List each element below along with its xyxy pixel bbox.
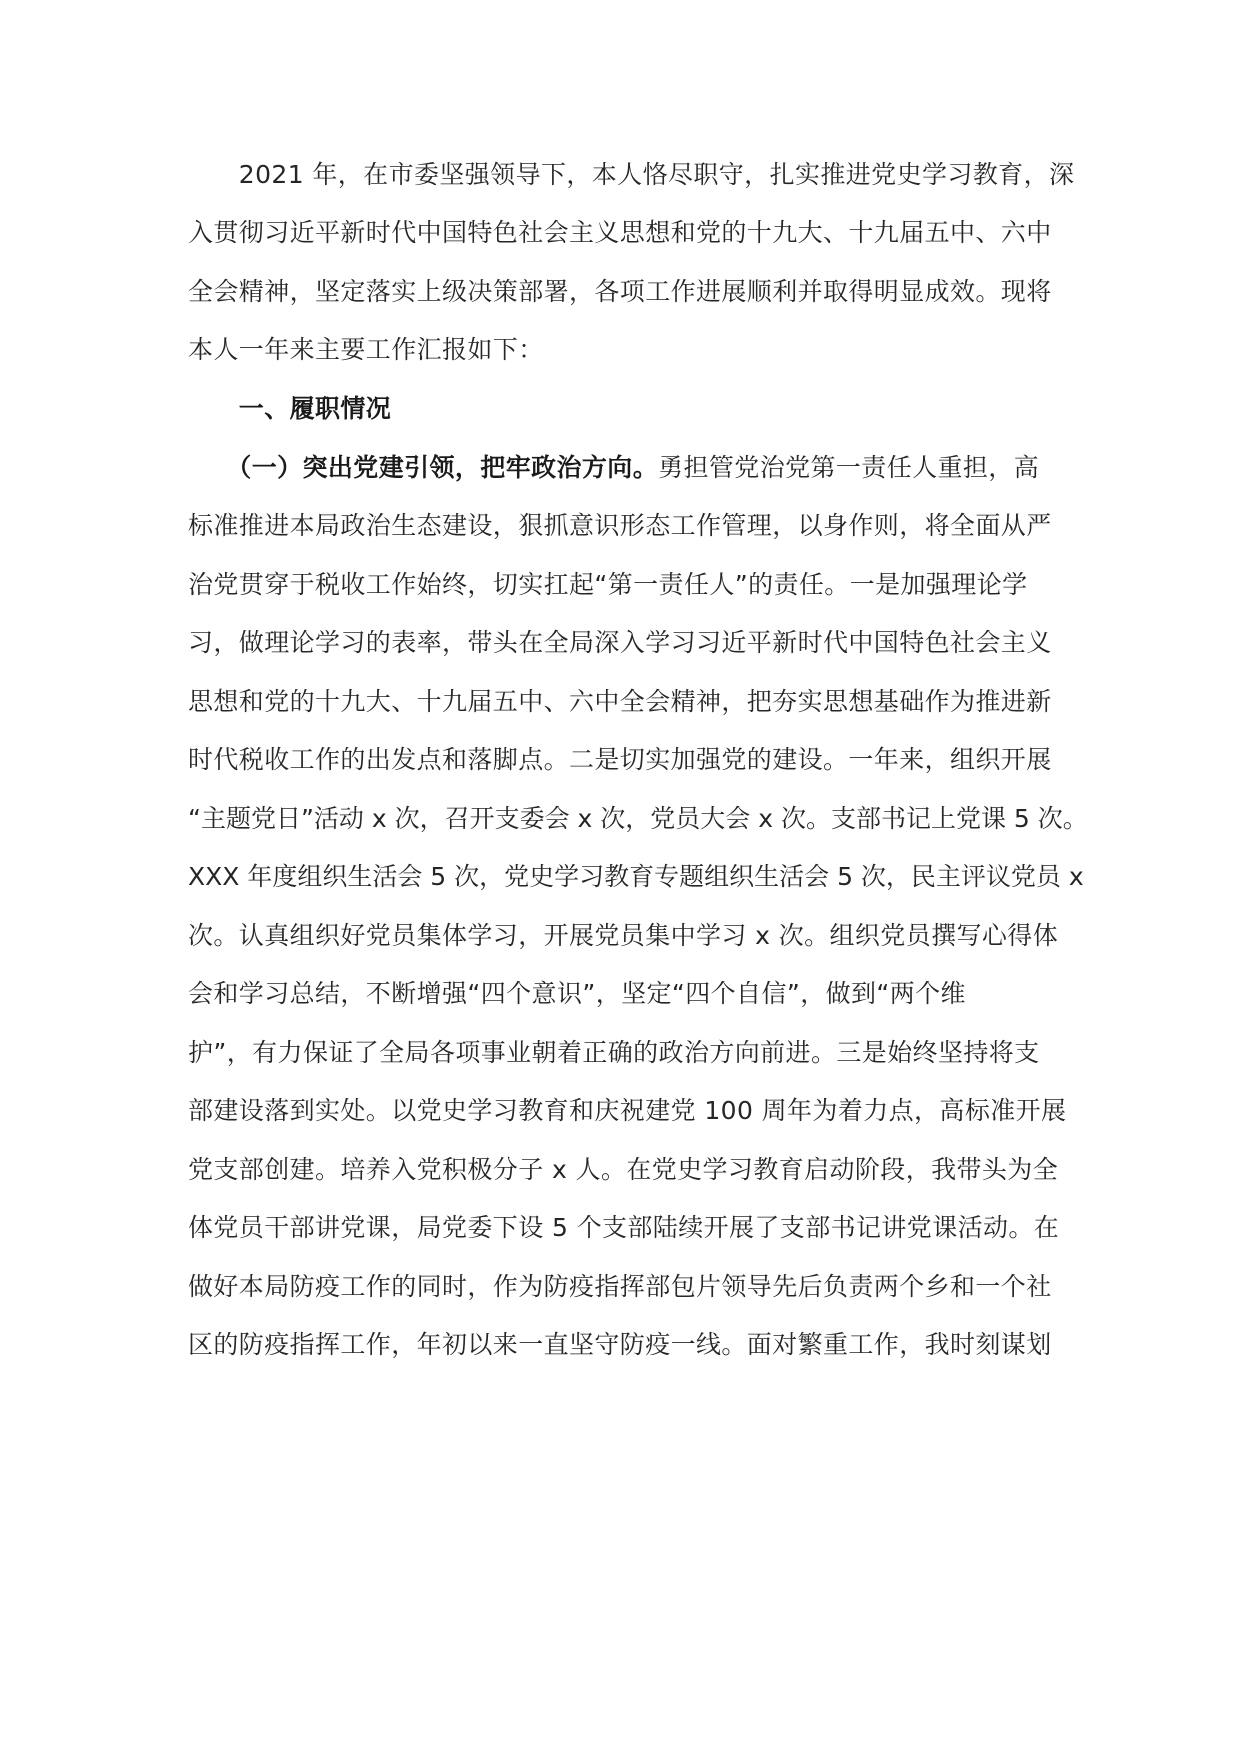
paragraph-line: 部建设落到实处。以党史学习教育和庆祝建党 100 周年为着力点，高标准开展 [188,1096,1067,1125]
paragraph-line: “主题党日”活动 x 次，召开支委会 x 次，党员大会 x 次。支部书记上党课 5 次。 [188,804,1088,833]
paragraph-line: 区的防疫指挥工作，年初以来一直坚守防疫一线。面对繁重工作，我时刻谋划 [188,1330,1052,1359]
paragraph-line: 标准推进本局政治生态建设，狠抓意识形态工作管理，以身作则，将全面从严 [188,511,1052,540]
paragraph-line: 治党贯穿于税收工作始终，切实扛起“第一责任人”的责任。一是加强理论学 [188,570,1028,599]
paragraph-line: 次。认真组织好党员集体学习，开展党员集中学习 x 次。组织党员撰写心得体 [188,921,1059,950]
subsection-line [188,451,1039,485]
paragraph-line: 党支部创建。培养入党积极分子 x 人。在党史学习教育启动阶段，我带头为全 [188,1155,1059,1184]
paragraph-line: 时代税收工作的出发点和落脚点。二是切实加强党的建设。一年来，组织开展 [188,745,1052,774]
section-heading: 一、履职情况 [188,394,392,423]
paragraph-line: 2021 年，在市委坚强领导下，本人恪尽职守，扎实推进党史学习教育，深 [188,160,1075,189]
paragraph-line: 入贯彻习近平新时代中国特色社会主义思想和党的十九大、十九届五中、六中 [188,218,1052,247]
paragraph-line: 会和学习总结，不断增强“四个意识”，坚定“四个自信”，做到“两个维 [188,979,966,1008]
paragraph-line: 护”，有力保证了全局各项事业朝着正确的政治方向前进。三是始终坚持将支 [188,1038,1040,1067]
paragraph-line: 本人一年来主要工作汇报如下： [188,335,544,364]
paragraph-line: 做好本局防疫工作的同时，作为防疫指挥部包片领导先后负责两个乡和一个社 [188,1272,1052,1301]
paragraph-line: 体党员干部讲党课，局党委下设 5 个支部陆续开展了支部书记讲党课活动。在 [188,1213,1060,1242]
paragraph-line: 习，做理论学习的表率，带头在全局深入学习习近平新时代中国特色社会主义 [188,628,1052,657]
subsection-heading: （一）突出党建引领，把牢政治方向。 [188,453,659,482]
paragraph-line: 思想和党的十九大、十九届五中、六中全会精神，把夯实思想基础作为推进新 [188,687,1052,716]
paragraph-line: XXX 年度组织生活会 5 次，党史学习教育专题组织生活会 5 次，民主评议党员 x [188,862,1084,891]
paragraph-text: 勇担管党治党第一责任人重担，高 [658,453,1040,482]
paragraph-line: 全会精神，坚定落实上级决策部署，各项工作进展顺利并取得明显成效。现将 [188,277,1052,306]
